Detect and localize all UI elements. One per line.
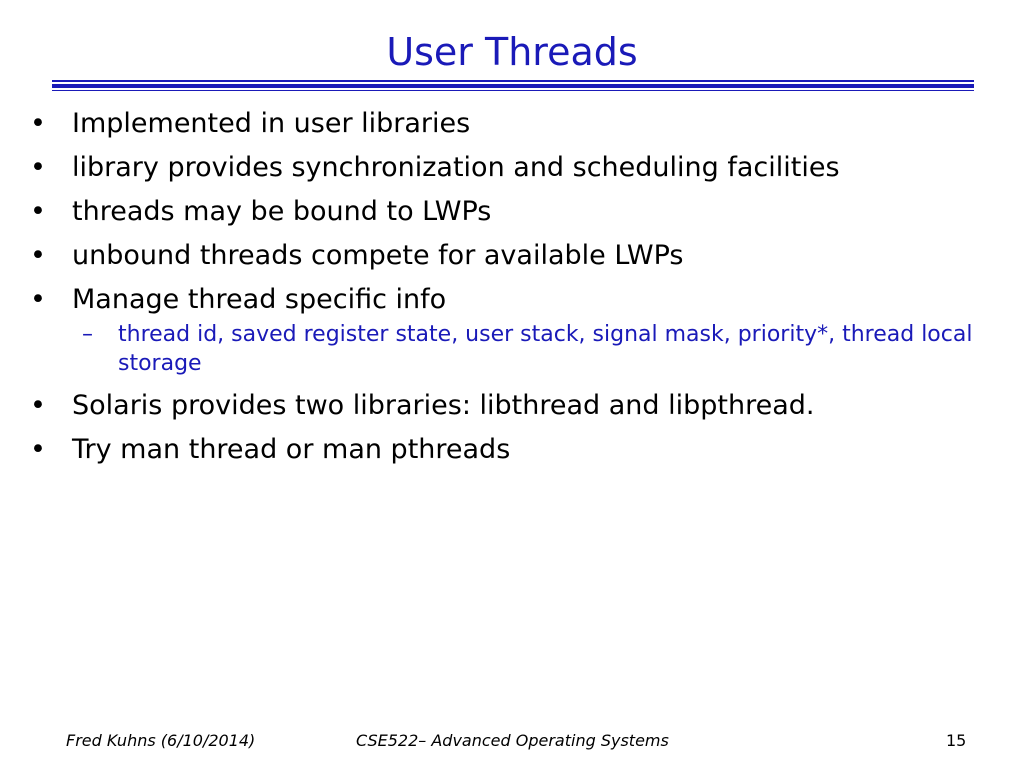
bullet-item (28, 104, 1008, 144)
bullet-text: Try man thread or man pthreads (72, 434, 511, 465)
bullet-marker: • (30, 152, 46, 183)
bullet-text: threads may be bound to LWPs (72, 196, 492, 227)
bullet-text: Implemented in user libraries (72, 108, 471, 139)
bullet-item (28, 430, 1008, 470)
title-divider-main (52, 84, 974, 88)
sub-bullet-item (28, 320, 998, 378)
sub-bullet-text: thread id, saved register state, user stack, signal mask, priority*, thread local storage (118, 322, 973, 376)
bullet-item (28, 192, 1008, 232)
bullet-marker: • (30, 284, 46, 315)
slide-title: User Threads (386, 30, 638, 74)
bullet-item (28, 280, 1008, 320)
title-divider-top (52, 80, 974, 82)
title-divider-bottom (52, 90, 974, 91)
bullet-text: unbound threads compete for available LWPs (72, 240, 684, 271)
bullet-marker: • (30, 434, 46, 465)
bullet-item (28, 236, 1008, 276)
page-number: 15 (946, 731, 967, 750)
bullet-marker: • (30, 108, 46, 139)
footer-course: CSE522– Advanced Operating Systems (356, 731, 669, 750)
bullet-item (28, 148, 1008, 188)
bullet-text: Solaris provides two libraries: libthread and libpthread. (72, 390, 815, 421)
sub-bullet-marker: – (82, 322, 93, 347)
bullet-text: Manage thread specific info (72, 284, 447, 315)
bullet-item (28, 386, 1008, 426)
bullet-list (28, 104, 1008, 474)
bullet-marker: • (30, 390, 46, 421)
bullet-text: library provides synchronization and scheduling facilities (72, 152, 840, 183)
footer-author: Fred Kuhns (6/10/2014) (66, 731, 256, 750)
bullet-marker: • (30, 196, 46, 227)
bullet-marker: • (30, 240, 46, 271)
